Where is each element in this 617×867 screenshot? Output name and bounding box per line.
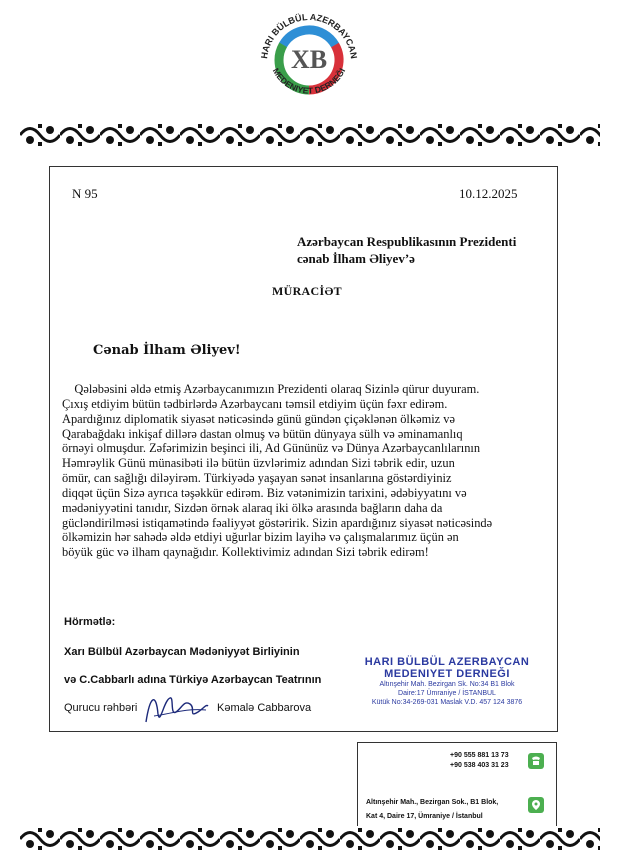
stamp-line-2: MEDENIYET DERNEĞI xyxy=(384,668,510,680)
body-line: Qarabağdakı inkişaf dillərə dastan olmuş və bütün dünyaya sülh və əminamanlıq xyxy=(62,426,463,441)
contact-address-line-1: Altınşehir Mah., Bezirgan Sok., B1 Blok, xyxy=(366,799,499,806)
body-line: örnəyi olmuşdur. Zəfərimizin beşinci ili, Ad Gününüz və Dünya Azərbaycanlılarının xyxy=(62,441,481,456)
stamp-line-4: Daire:17 Ümraniye / İSTANBUL xyxy=(398,690,496,697)
body-line: Çıxış etdiyim bütün tədbirlərdə Azərbaycanı təmsil etdiyim üçün fəxr edirəm. xyxy=(62,396,448,411)
phone-number-1: +90 555 881 13 73 xyxy=(450,752,509,759)
organization-line-2: və C.Cabbarlı adına Türkiyə Azərbaycan Teatrının xyxy=(64,674,322,686)
letter-title: MÜRACİƏT xyxy=(272,284,342,298)
handwritten-signature xyxy=(140,686,210,732)
signer-role: Qurucu rəhbəri xyxy=(64,702,138,714)
body-line: böyük güc və ilham qaynağıdır. Kollektivimiz adından Sizi təbrik edirəm! xyxy=(62,545,429,560)
body-line: diqqət üçün Sizə ayrıca təşəkkür edirəm. Biz vətənimizin tarixini, ədəbiyyatını və xyxy=(62,485,467,500)
addressee-line-2: cənab İlham Əliyev’ə xyxy=(297,251,415,266)
stamp-line-3: Altınşehir Mah. Bezirgan Sk. No:34 B1 Blok xyxy=(379,681,515,688)
location-pin-icon xyxy=(528,797,544,813)
body-line: Qələbəsini əldə etmiş Azərbaycanımızın Prezidenti olaraq Sizinlə qürur duyuram. xyxy=(62,382,480,396)
phone-icon xyxy=(528,753,544,769)
document-date: 10.12.2025 xyxy=(459,186,518,201)
addressee-line-1: Azərbaycan Respublikasının Prezidenti xyxy=(297,234,517,249)
body-line: Həmrəylik Günü münasibəti ilə bütün üzvlərimiz adından Sizi təbrik edir, uzun xyxy=(62,456,455,471)
closing: Hörmətlə: xyxy=(64,616,116,628)
organization-line-1: Xarı Bülbül Azərbaycan Mədəniyyət Birliyinin xyxy=(64,646,300,658)
logo-arc-top: HARI BÜLBÜL AZERBAYCAN xyxy=(259,11,359,60)
body-line: mədəniyyətini tanıdır, Sizdən örnək alaraq iki ölkə arasında bağların daha da xyxy=(62,500,443,515)
body-line: ölkəmizin hər sahədə əldə etdiyi uğurlar bizim layihə və çalışmalarımız üçün ən xyxy=(62,530,459,545)
stamp-line-1: HARI BÜLBÜL AZERBAYCAN xyxy=(364,656,530,668)
contact-address-line-2: Kat 4, Daire 17, Ümraniye / İstanbul xyxy=(366,813,483,820)
greeting: Cənab İlham Əliyev! xyxy=(93,343,241,358)
logo-monogram: XB xyxy=(290,45,328,74)
organization-logo xyxy=(253,4,365,116)
stamp-line-5: Kütük No:34-269-031 Maslak V.D. 457 124 3876 xyxy=(371,699,523,706)
body-line: gücləndirilməsi istiqamətində fəaliyyət göstəririk. Sizin apardığınız siyasət nəticəsində xyxy=(62,515,493,530)
contact-box xyxy=(357,742,557,828)
phone-number-2: +90 538 403 31 23 xyxy=(450,762,509,769)
ornament-border-bottom xyxy=(20,826,600,852)
document-number: N 95 xyxy=(72,186,98,201)
signer-name: Kəmalə Cabbarova xyxy=(217,702,312,714)
logo-arc-bottom: MEDENIYET DERNEĞI xyxy=(270,66,348,96)
organization-stamp xyxy=(357,656,537,707)
phone-numbers xyxy=(450,751,509,771)
letter-body xyxy=(62,382,550,560)
body-line: Apardığınız diplomatik siyasət nəticəsində günü gündən çiçəklənən ölkəmiz və xyxy=(62,411,455,426)
body-line: ömür, can sağlığı diləyirəm. Türkiyədə yaşayan sənət insanlarına göstərdiyiniz xyxy=(62,471,452,486)
ornament-border-top xyxy=(20,122,600,148)
